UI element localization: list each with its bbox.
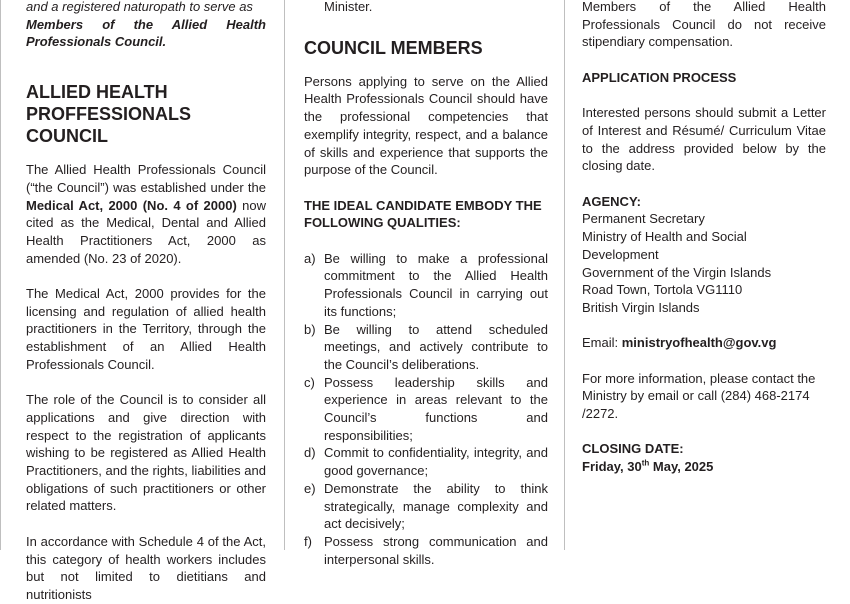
address-line: Ministry of Health and Social Development <box>582 229 747 262</box>
paragraph: Interested persons should submit a Letter of Interest and Résumé/ Curriculum Vitae to the address provided below by the closing date. <box>582 105 826 174</box>
intro-line: and a registered naturopath to serve as <box>26 0 253 14</box>
paragraph: The role of the Council is to consider all applications and give direction with respect to the registration of applicants wishing to be registered as Allied Health Practitioners, and the rights, liabilities and obligations of such practitioners or other related matters. <box>26 392 266 514</box>
paragraph: For more information, please contact the Ministry by email or call (284) 468-2174 /2272. <box>582 370 816 422</box>
list-marker: f) <box>304 533 312 549</box>
list-text: Commit to confidentiality, integrity, and good governance; <box>324 445 548 479</box>
list-text: Be willing to attend scheduled meetings, and actively contribute to the Council’s deliberations. <box>324 321 548 372</box>
column-middle <box>304 0 548 568</box>
list-text: Demonstrate the ability to think strategically, manage complexity and act decisively; <box>324 480 548 532</box>
column-divider <box>284 0 285 550</box>
list-item <box>304 480 548 533</box>
address-line: Road Town, Tortola VG1110 <box>582 282 743 298</box>
list-item <box>304 444 548 479</box>
list-marker: c) <box>304 374 315 390</box>
paragraph: Members of the Allied Health Professionals Council do not receive stipendiary compensation. <box>582 0 826 50</box>
qualities-list <box>304 250 548 569</box>
closing-date <box>582 458 826 476</box>
agency-block <box>582 193 826 317</box>
act-name: Medical Act, 2000 (No. 4 of 2000) <box>26 197 237 213</box>
list-text: Be willing to make a professional commitment to the Allied Health Professionals Council in carrying out its functions; <box>324 250 548 319</box>
list-text: Possess strong communication and interpersonal skills. <box>324 533 548 567</box>
email-link[interactable]: ministryofhealth@gov.vg <box>621 335 777 351</box>
sub-heading: THE IDEAL CANDIDATE EMBODY THE FOLLOWING QUALITIES: <box>304 197 542 231</box>
list-item <box>304 374 548 445</box>
paragraph: The Medical Act, 2000 provides for the licensing and regulation of allied health practitioners in the Territory, through the establishment of an Allied Health Professionals Council. <box>26 286 266 372</box>
list-marker: e) <box>304 480 316 496</box>
list-marker: a) <box>304 250 316 266</box>
section-heading: COUNCIL MEMBERS <box>304 37 483 58</box>
ordinal-suffix: th <box>641 458 650 468</box>
column-left <box>26 0 266 604</box>
paragraph <box>26 161 266 267</box>
column-divider <box>564 0 565 550</box>
column-divider <box>0 0 1 550</box>
paragraph: Persons applying to serve on the Allied Health Professionals Council should have the professional competencies that exemplify integrity, respect, and a balance of skills and experience that supports the purpose of the Council. <box>304 73 548 178</box>
list-item <box>304 533 548 568</box>
list-marker: b) <box>304 321 316 337</box>
agency-label: AGENCY: <box>582 193 641 209</box>
address-line: Government of the Virgin Islands <box>582 264 772 280</box>
list-text: Possess leadership skills and experience in areas relevant to the Council’s functions and responsibilities; <box>324 374 548 443</box>
list-item <box>304 321 548 374</box>
address-line: British Virgin Islands <box>582 299 700 315</box>
closing-label: CLOSING DATE: <box>582 441 684 457</box>
address-line: Permanent Secretary <box>582 211 705 227</box>
column-right <box>582 0 826 476</box>
section-heading: APPLICATION PROCESS <box>582 69 737 85</box>
paragraph: In accordance with Schedule 4 of the Act, this category of health workers includes but not limited to dietitians and nutritionists <box>26 533 266 602</box>
intro-bold: Members of the Allied Health Professionals Council. <box>26 16 266 50</box>
email-line <box>582 334 826 352</box>
email-label: Email: <box>582 335 622 351</box>
section-heading: ALLIED HEALTH PROFFESSIONALS COUNCIL <box>26 82 192 147</box>
continued-text: Minister. <box>324 0 373 14</box>
text: The Allied Health Professionals Council (“the Council”) was established under the <box>26 162 266 195</box>
closing-day: Friday, 30 <box>582 459 642 475</box>
text: now cited as the Medical, Dental and Allied Health Practitioners Act, 2000 as amended (No. 23 of 2020). <box>26 197 266 266</box>
closing-month-year: May, 2025 <box>649 459 714 475</box>
list-item <box>304 250 548 321</box>
list-marker: d) <box>304 445 316 461</box>
